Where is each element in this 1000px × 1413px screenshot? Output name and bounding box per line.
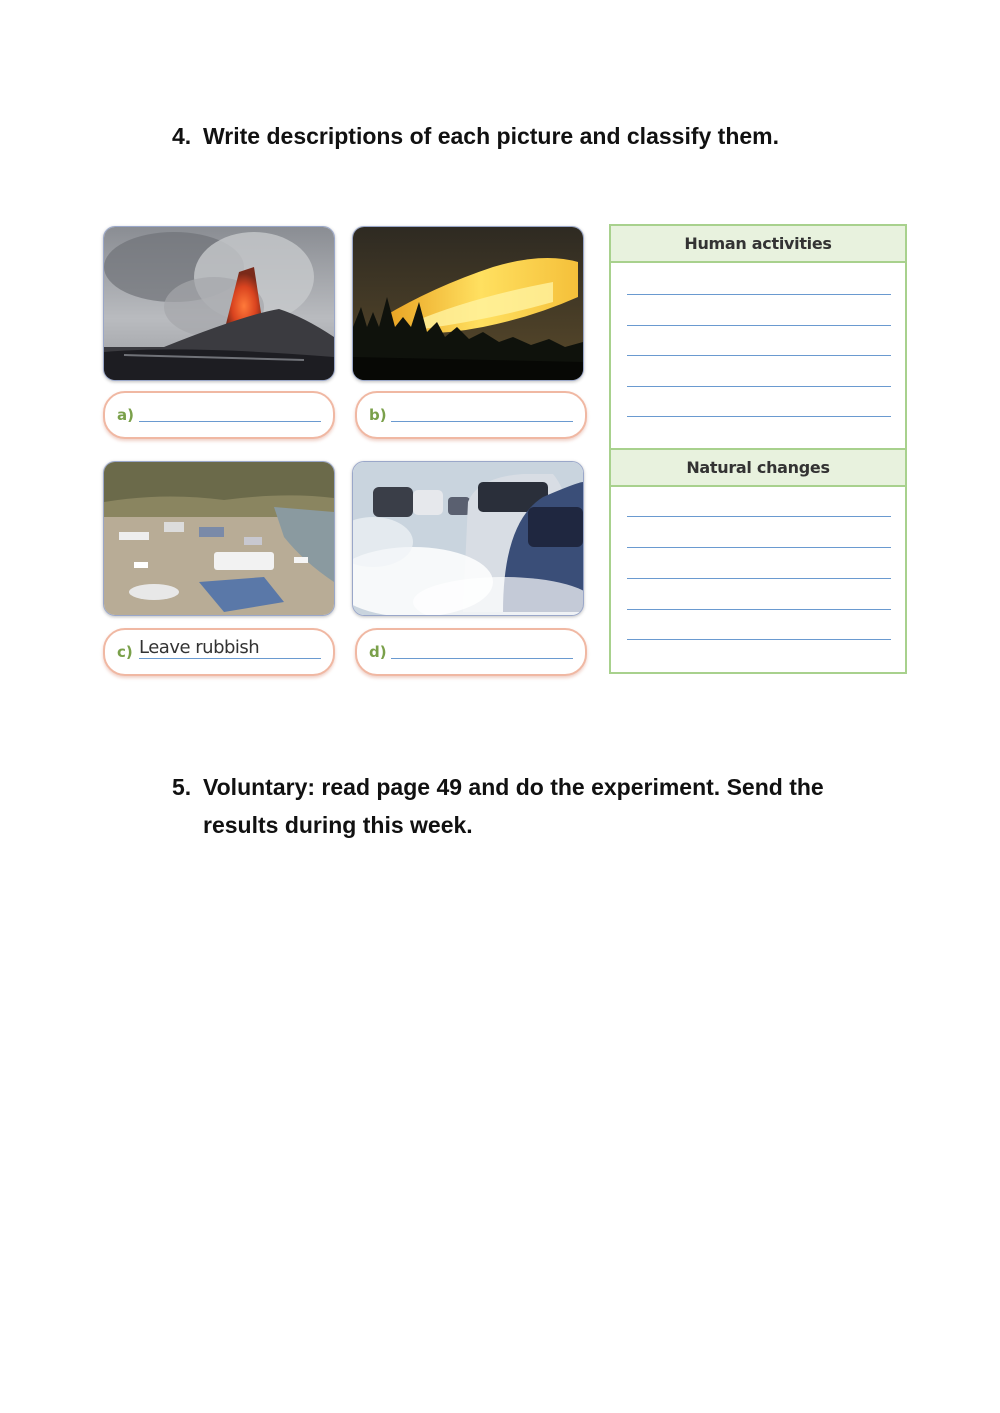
question-4-number: 4. bbox=[172, 123, 192, 149]
natural-changes-header: Natural changes bbox=[611, 448, 905, 487]
forest-fire-photo bbox=[352, 226, 584, 381]
answer-box-d[interactable] bbox=[355, 628, 587, 676]
human-line-5[interactable] bbox=[627, 416, 891, 417]
answer-letter-c: c) bbox=[117, 643, 133, 661]
human-line-1[interactable] bbox=[627, 294, 891, 295]
human-line-2[interactable] bbox=[627, 325, 891, 326]
natural-line-2[interactable] bbox=[627, 547, 891, 548]
human-line-3[interactable] bbox=[627, 355, 891, 356]
answer-letter-b: b) bbox=[369, 406, 387, 424]
traffic-pollution-photo bbox=[352, 461, 584, 616]
human-activities-header: Human activities bbox=[611, 224, 905, 263]
answer-letter-a: a) bbox=[117, 406, 134, 424]
question-5-text: Voluntary: read page 49 and do the experiment. Send the results during this week. bbox=[203, 774, 824, 838]
human-line-4[interactable] bbox=[627, 386, 891, 387]
classification-table bbox=[609, 224, 907, 674]
answer-letter-d: d) bbox=[369, 643, 387, 661]
answer-box-a[interactable] bbox=[103, 391, 335, 439]
answer-line-d[interactable] bbox=[391, 658, 573, 659]
answer-box-b[interactable] bbox=[355, 391, 587, 439]
answer-line-b[interactable] bbox=[391, 421, 573, 422]
natural-line-5[interactable] bbox=[627, 639, 891, 640]
question-5-number: 5. bbox=[172, 774, 192, 800]
natural-line-3[interactable] bbox=[627, 578, 891, 579]
answer-line-a[interactable] bbox=[139, 421, 321, 422]
question-4-text: Write descriptions of each picture and classify them. bbox=[203, 123, 780, 149]
volcano-photo bbox=[103, 226, 335, 381]
answer-line-c bbox=[139, 658, 321, 659]
question-5 bbox=[172, 768, 872, 844]
rubbish-beach-photo bbox=[103, 461, 335, 616]
question-4 bbox=[172, 117, 872, 155]
answer-value-c[interactable]: Leave rubbish bbox=[139, 637, 260, 658]
answer-box-c[interactable] bbox=[103, 628, 335, 676]
natural-line-4[interactable] bbox=[627, 609, 891, 610]
natural-line-1[interactable] bbox=[627, 516, 891, 517]
